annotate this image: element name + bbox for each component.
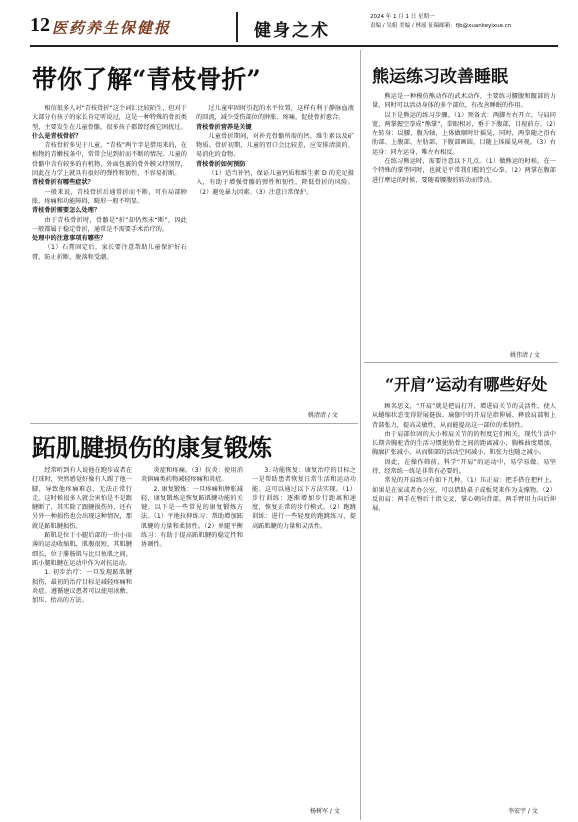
subheading: 青枝骨折需要怎么处理？	[32, 207, 101, 215]
paragraph: 常见的开肩练习有如下几种。（1）压正肩：把手搭在把杆上，如果是在家或者办公室，可以借助桌子或板凳来作为支撑物。（2）反扣肩：两手在臀后十指交叉，掌心朝向背部，两手臂用力向后伸展。	[372, 477, 556, 513]
section-title: 健身之术	[254, 21, 330, 41]
article-title: 带你了解“青枝骨折”	[32, 65, 261, 94]
page-number: 12	[30, 14, 50, 36]
subheading: 什么是青枝骨折？	[32, 132, 82, 140]
article-divider	[364, 362, 558, 363]
date-line: 2024 年 1 月 1 日 星期一	[370, 14, 435, 20]
article-divider	[30, 423, 358, 424]
subheading: 青枝骨折有哪些症状？	[32, 179, 94, 187]
author-byline: 姚伟清 / 文	[510, 352, 540, 359]
article-body	[372, 92, 556, 347]
editor-line: 责编 / 吴娟 美编 / 林瑶 征稿邮箱：fjb@xuankeyixue.cn	[370, 23, 512, 29]
article-body	[32, 466, 132, 816]
masthead-divider	[236, 12, 238, 42]
paragraph: 3. 功能恢复：康复治疗的目标之一是帮助患者恢复日常生活和运动功能。这可以通过以下方法实现。（1）步行训练：逐渐增加步行距离和速度，恢复正常的步行模式。（2）跑跳训练：进行一些轻度的跑跳练习，提高跖肌腱的力量和灵活性。	[252, 467, 356, 530]
article-body	[32, 104, 187, 424]
masthead-info	[370, 13, 570, 31]
author-byline: 李宏宇 / 文	[508, 808, 538, 815]
subheading: 青枝骨折如何预防	[196, 160, 246, 168]
paragraph: （1）适当补钙，保证儿童钙质和维生素 D 的充足摄入，有助于增强骨骼的弹性和韧性，降低骨折的风险。（2）避免暴力因素。（3）注意日常保护。	[196, 170, 354, 196]
paragraph: 因此，在操作筛前，科学“开肩”的运动中，易学易做、易坚持，经常练一练是非常有必要的。	[372, 458, 556, 476]
paragraph: 2. 康复锻炼：一旦疼痛和肿胀减轻，康复锻炼是恢复跖肌腱功能的关键。以下是一些常见的康复锻炼方法。（1）平地拉伸练习：帮助增加跖肌腱的力量和柔韧性。（2）单腿平衡练习：有助于提高跖肌腱的稳定性和协调性。	[141, 485, 243, 549]
paragraph: 相信很多人对“青枝骨折”这个词汇比较陌生，但对于大部分有孩子的家长肯定听说过，这是一种特殊的骨折类型，主要发生在儿童骨骼，很多孩子都曾经被它困扰过。	[32, 105, 187, 131]
article-body	[372, 402, 556, 802]
paragraph: 由于肩部位固的大小和肩关节的的程度它们相关，现代生活中长期含胸驼背的生活习惯使肋骨之间的距离减小，胸椎曲度增加，胸廓扩张减小，从而肺部的活动空间减小，肌张力也随之减小。	[372, 430, 556, 457]
subheading: 青枝骨折营养是关键	[196, 123, 252, 131]
subheading: 处理中的注意事项有哪些？	[32, 235, 107, 243]
paragraph: 炎症和疼痛。（3）抗炎：使用消炎镇痛类药物减轻疼痛和炎症。	[141, 467, 243, 484]
paragraph: 跖肌是位于小腿后部的一块小而薄的运动收缩肌，肌腹很短，其肌腱细长，位于腓肠肌与比目鱼肌之间。跖小腿肌腱在运动中作为对抗运动。	[32, 532, 132, 567]
paragraph: 过儿童牢固时引起的水平位置，这样有利于静脉血液的回流，减少受伤部位的肿胀、疼痛，促使骨折愈合。	[196, 105, 354, 122]
paragraph: 以下是熊运的练习步骤。（1）预备式：两脚左右开立，与肩同宽，两掌握空拳成“熊掌”，拳眼相对，垂于下腹部，目视前方。（2）左转身：以腰、腹为轴，上体做顺时针摇晃，同时，两拳随之沿右肋部、上腹部、左肋部、下腹部画圆，目随上体摇晃环视。（3）右运身：同左运身，唯左右相反。	[372, 111, 556, 156]
masthead-rule	[30, 45, 558, 47]
article-title: 跖肌腱损伤的康复锻炼	[32, 433, 272, 462]
article-body	[252, 466, 356, 801]
column-divider	[360, 50, 361, 820]
paragraph: （1）石膏固定后，家长要注意帮助儿童保护好石膏，防止折断、脱落和受潮。	[32, 244, 187, 261]
article-title: “开肩”运动有哪些好处	[385, 375, 548, 394]
paper-name: 医药养生保健报	[52, 19, 172, 37]
paragraph: 青枝骨折多见于儿童。“青枝”两个字是借用来的，在植物的青嫩枝条中，常常会见到折而不断的情况。儿童的骨骼中含有较多的有机物，外面包裹的骨外膜又特别厚，因此在力学上就具有很好的弹性和韧性，不容易折断。	[32, 142, 187, 178]
paragraph: 一般来说，青枝骨折后通常折而不断，可有局部肿胀、疼痛和功能障碍，畸形一般不明显。	[32, 188, 187, 205]
paragraph: 在练习熊运时，需要注意以下几点。（1）做熊运的时候，在一个特殊的掌型同时，也就是平常我们握的空心拳。（2）两掌在腹部进行摩运的时候，要随着腰腹的转动而带动。	[372, 158, 556, 184]
author-byline: 杨树军 / 文	[310, 808, 340, 815]
article-body	[141, 466, 243, 816]
paragraph: 1. 初步治疗：一旦发现跖肌腱损伤，最初的治疗目标是减轻疼痛和炎症。遵循建议患者可以使用冰敷、加压、抬高的方法。	[32, 569, 132, 605]
author-byline: 姚清清 / 文	[308, 412, 338, 419]
article-title: 熊运练习改善睡眠	[372, 67, 508, 87]
paragraph: 经常听到有人说他在跑步或者在打球时，突然感觉好像有人踢了他一脚，导致他疼痛难忍、无法正常行走。这时候很多人就会害怕是不是跟腱断了，其实除了跟腱损伤外，还有另外一种损伤也会出现这种情况，那就是跖肌腱损伤。	[32, 467, 132, 530]
masthead	[0, 0, 578, 44]
paragraph: 由于青枝骨折时，骨骼是“折”却仍然未“断”，因此一般都属于稳定骨折，通常是不需要手术治疗的。	[32, 216, 187, 233]
paragraph: 熊运是一种模仿熊动作的武术动作，主要练习腰腹和髋部的力量，同时可以活动身体的多个部位，有改善睡眠的作用。	[372, 93, 556, 110]
paragraph: 儿童骨折期间，对补充骨骼所需的钙、维生素以及矿物质。骨折初期，儿童的胃口会比较差，应安排清淡的、易消化的食物。	[196, 132, 354, 159]
paragraph: 顾名思义，“开肩”就是把肩打开，增进肩关节的灵活性，使人从蜷缩状态变得舒展挺拔。瑜伽中的开肩是指伸展、释放肩部和上背部张力，提高灵敏性，从而能提高这一部位的柔韧性。	[372, 403, 556, 429]
article-body	[196, 104, 354, 404]
